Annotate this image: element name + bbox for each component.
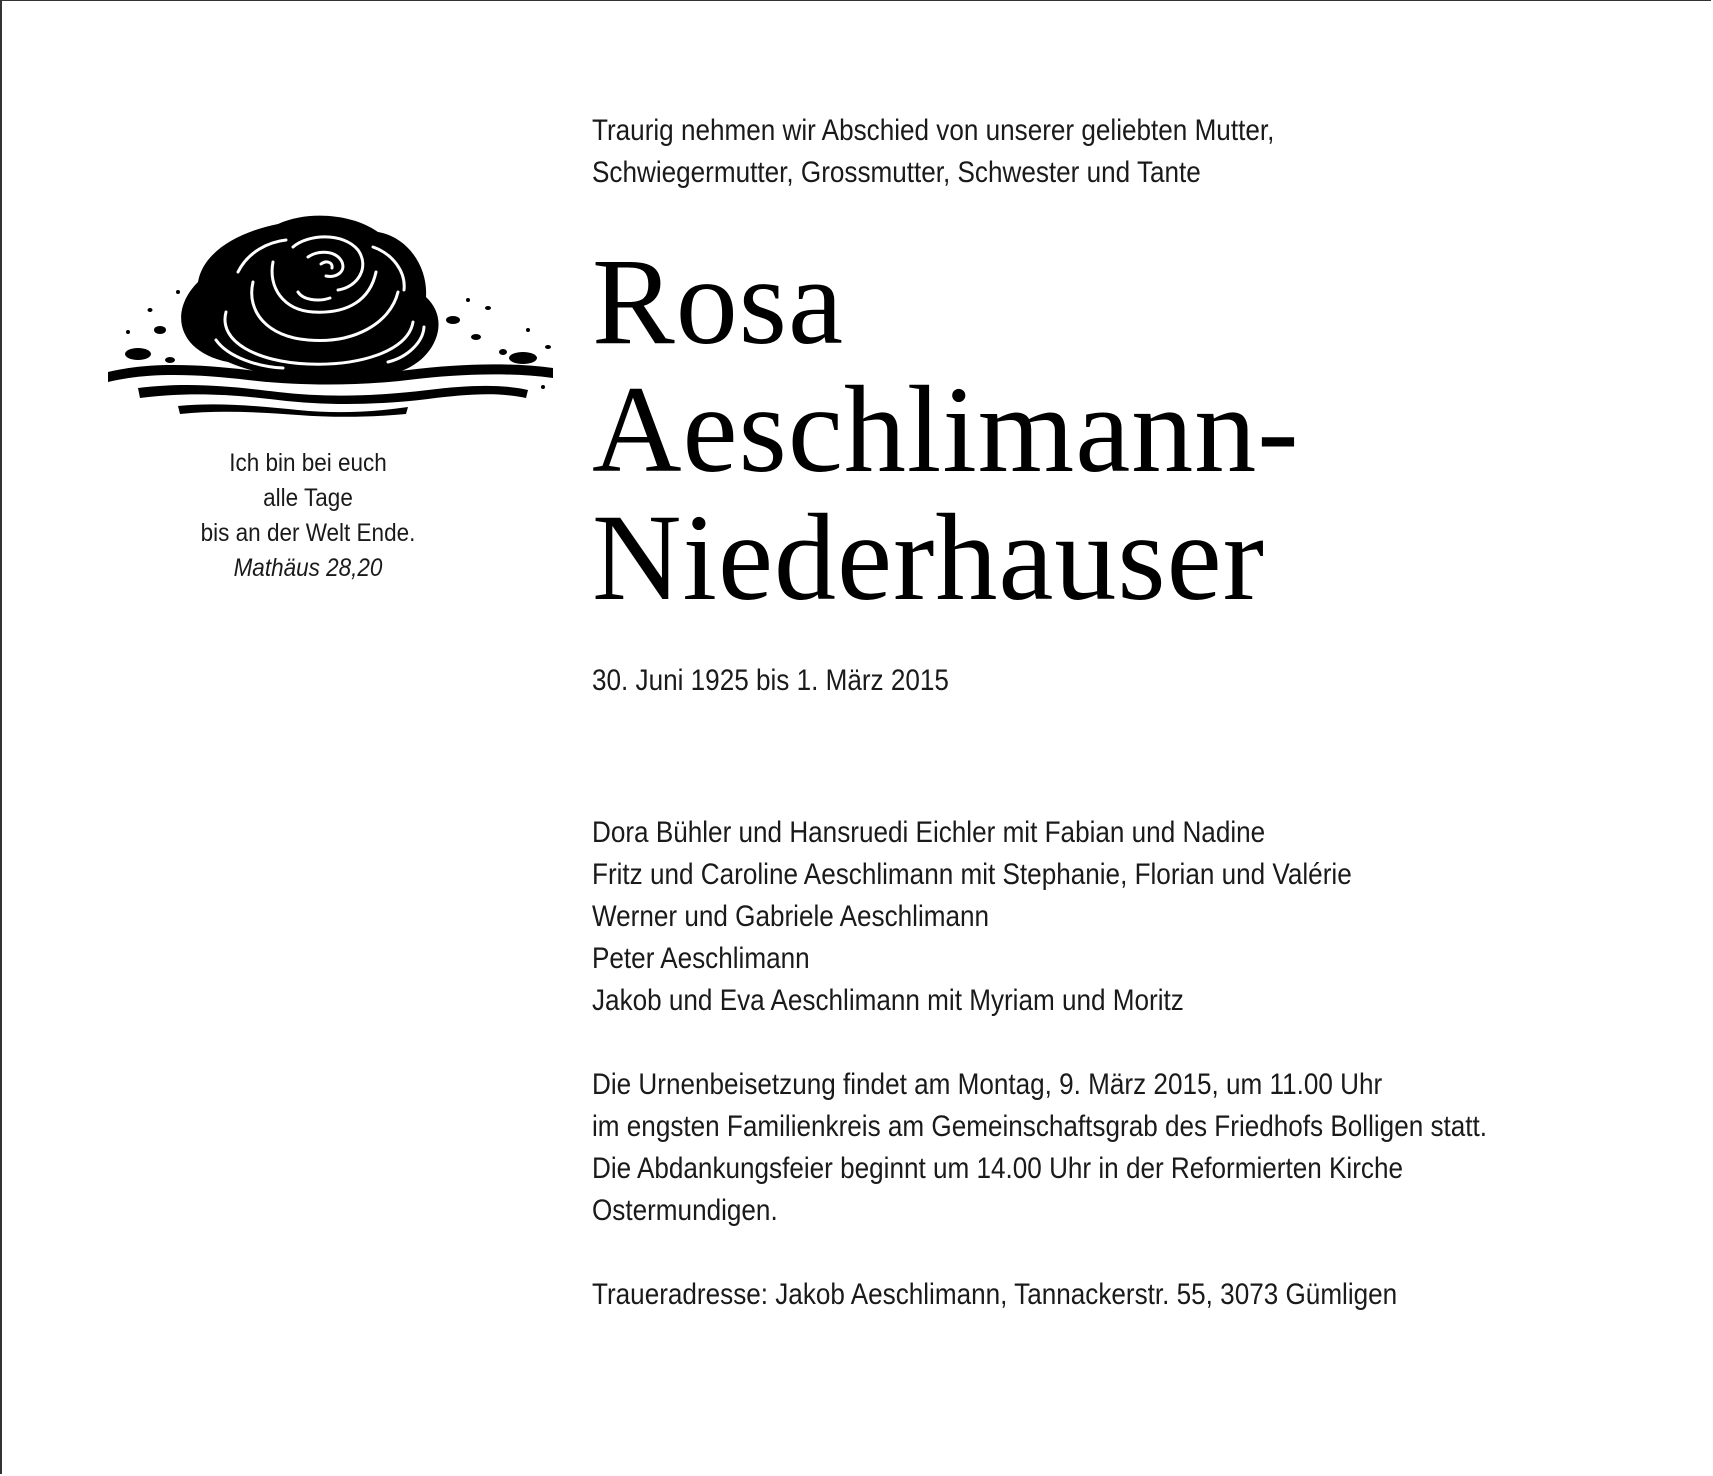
bible-verse <box>173 446 443 586</box>
family-line: Fritz und Caroline Aeschlimann mit Stephanie, Florian und Valérie <box>592 858 1352 891</box>
verse-reference: Mathäus 28,20 <box>233 554 383 582</box>
verse-line: Ich bin bei euch <box>229 449 387 477</box>
name-line: Niederhauser <box>592 489 1265 626</box>
ceremony-line: Die Abdankungsfeier beginnt um 14.00 Uhr in der Reformierten Kirche <box>592 1152 1404 1185</box>
deceased-name <box>592 233 1672 626</box>
obituary-content <box>592 110 1672 1316</box>
name-line: Aeschlimann- <box>592 361 1300 498</box>
ceremony-line: im engsten Familienkreis am Gemeinschaftsgrab des Friedhofs Bolligen statt. <box>592 1110 1488 1143</box>
ceremony-info <box>592 1064 1532 1232</box>
ceremony-line: Ostermundigen. <box>592 1194 778 1227</box>
intro-line: Traurig nehmen wir Abschied von unserer geliebten Mutter, <box>592 114 1275 147</box>
family-line: Dora Bühler und Hansruedi Eichler mit Fabian und Nadine <box>592 816 1266 849</box>
verse-line: alle Tage <box>263 484 353 512</box>
mourning-address: Traueradresse: Jakob Aeschlimann, Tannackerstr. 55, 3073 Gümligen <box>592 1278 1398 1311</box>
family-line: Werner und Gabriele Aeschlimann <box>592 900 990 933</box>
family-list <box>592 812 1532 1022</box>
family-line: Peter Aeschlimann <box>592 942 810 975</box>
family-line: Jakob und Eva Aeschlimann mit Myriam und Moritz <box>592 984 1184 1017</box>
intro-text <box>592 110 1532 194</box>
verse-line: bis an der Welt Ende. <box>200 519 416 547</box>
name-line: Rosa <box>592 233 844 370</box>
life-dates: 30. Juni 1925 bis 1. März 2015 <box>592 664 949 697</box>
ceremony-line: Die Urnenbeisetzung findet am Montag, 9. März 2015, um 11.00 Uhr <box>592 1068 1383 1101</box>
rose-icon <box>108 212 558 417</box>
intro-line: Schwiegermutter, Grossmutter, Schwester und Tante <box>592 156 1201 189</box>
